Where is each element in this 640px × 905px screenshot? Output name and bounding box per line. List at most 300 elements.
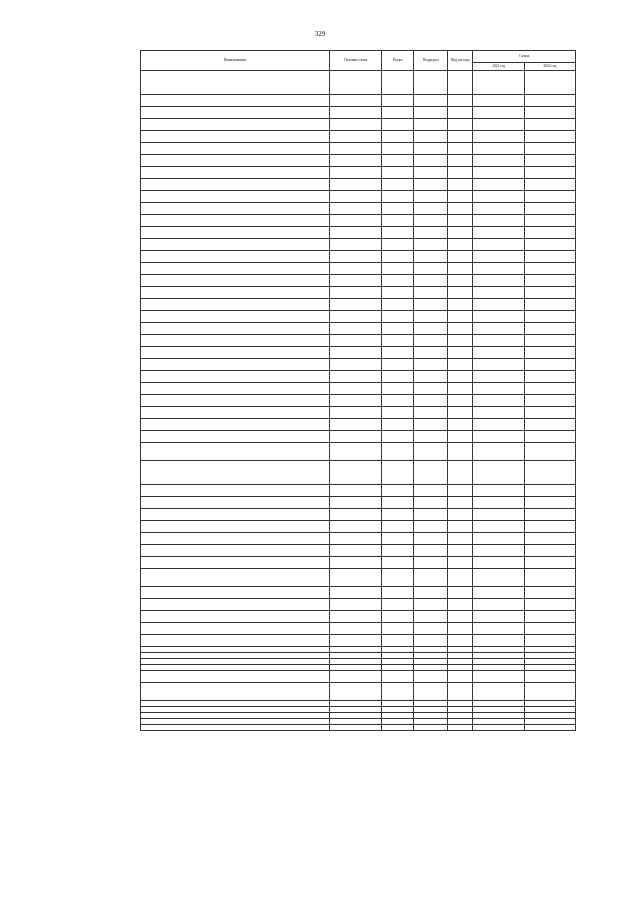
- cell-code: [330, 107, 382, 119]
- cell-type: [448, 725, 473, 731]
- cell-section: [382, 227, 414, 239]
- cell-code: [330, 383, 382, 395]
- header-year-2021: 2021 год: [473, 63, 524, 71]
- cell-sum-2021: [473, 263, 524, 275]
- table-row: [141, 275, 576, 287]
- cell-sum-2022: [524, 509, 575, 521]
- table-row: [141, 323, 576, 335]
- cell-code: [330, 239, 382, 251]
- cell-section: [382, 299, 414, 311]
- cell-code: [330, 371, 382, 383]
- cell-type: [448, 215, 473, 227]
- cell-subsection: [414, 299, 448, 311]
- cell-section: [382, 323, 414, 335]
- cell-sum-2021: [473, 143, 524, 155]
- cell-name: [141, 179, 330, 191]
- cell-type: [448, 119, 473, 131]
- table-row: [141, 497, 576, 509]
- table-row: [141, 107, 576, 119]
- cell-name: [141, 143, 330, 155]
- cell-name: [141, 461, 330, 485]
- table-row: [141, 635, 576, 647]
- cell-section: [382, 143, 414, 155]
- cell-code: [330, 497, 382, 509]
- cell-type: [448, 323, 473, 335]
- cell-subsection: [414, 203, 448, 215]
- table-row: [141, 335, 576, 347]
- cell-sum-2022: [524, 215, 575, 227]
- cell-sum-2021: [473, 215, 524, 227]
- cell-sum-2021: [473, 251, 524, 263]
- cell-sum-2021: [473, 119, 524, 131]
- cell-sum-2022: [524, 419, 575, 431]
- cell-type: [448, 251, 473, 263]
- table-row: [141, 71, 576, 95]
- table-row: [141, 725, 576, 731]
- cell-section: [382, 725, 414, 731]
- cell-sum-2021: [473, 239, 524, 251]
- cell-sum-2021: [473, 95, 524, 107]
- table-row: [141, 179, 576, 191]
- cell-sum-2021: [473, 635, 524, 647]
- cell-subsection: [414, 611, 448, 623]
- cell-subsection: [414, 251, 448, 263]
- cell-subsection: [414, 623, 448, 635]
- cell-name: [141, 287, 330, 299]
- cell-sum-2022: [524, 299, 575, 311]
- cell-sum-2021: [473, 323, 524, 335]
- cell-sum-2022: [524, 383, 575, 395]
- cell-type: [448, 635, 473, 647]
- cell-subsection: [414, 587, 448, 599]
- cell-type: [448, 611, 473, 623]
- cell-code: [330, 299, 382, 311]
- cell-name: [141, 569, 330, 587]
- cell-name: [141, 611, 330, 623]
- cell-subsection: [414, 395, 448, 407]
- cell-type: [448, 371, 473, 383]
- table-row: [141, 587, 576, 599]
- cell-subsection: [414, 521, 448, 533]
- cell-code: [330, 611, 382, 623]
- table-row: [141, 347, 576, 359]
- cell-subsection: [414, 119, 448, 131]
- cell-sum-2021: [473, 725, 524, 731]
- cell-section: [382, 383, 414, 395]
- cell-sum-2022: [524, 359, 575, 371]
- cell-name: [141, 71, 330, 95]
- cell-sum-2021: [473, 107, 524, 119]
- cell-code: [330, 203, 382, 215]
- table-row: [141, 287, 576, 299]
- cell-name: [141, 725, 330, 731]
- table-row: [141, 611, 576, 623]
- cell-sum-2022: [524, 611, 575, 623]
- cell-sum-2021: [473, 533, 524, 545]
- cell-code: [330, 311, 382, 323]
- cell-sum-2022: [524, 335, 575, 347]
- cell-sum-2022: [524, 623, 575, 635]
- table-body: [141, 71, 576, 731]
- cell-section: [382, 311, 414, 323]
- cell-sum-2021: [473, 131, 524, 143]
- cell-subsection: [414, 443, 448, 461]
- cell-name: [141, 419, 330, 431]
- cell-code: [330, 167, 382, 179]
- cell-section: [382, 191, 414, 203]
- cell-subsection: [414, 431, 448, 443]
- table-row: [141, 131, 576, 143]
- cell-type: [448, 587, 473, 599]
- cell-subsection: [414, 359, 448, 371]
- cell-name: [141, 215, 330, 227]
- cell-code: [330, 419, 382, 431]
- cell-type: [448, 485, 473, 497]
- table-row: [141, 203, 576, 215]
- cell-section: [382, 95, 414, 107]
- cell-name: [141, 167, 330, 179]
- cell-sum-2022: [524, 443, 575, 461]
- cell-sum-2022: [524, 683, 575, 701]
- cell-code: [330, 509, 382, 521]
- cell-subsection: [414, 383, 448, 395]
- cell-section: [382, 431, 414, 443]
- table-row: [141, 371, 576, 383]
- cell-subsection: [414, 131, 448, 143]
- cell-sum-2022: [524, 143, 575, 155]
- budget-table: [140, 50, 576, 731]
- cell-code: [330, 119, 382, 131]
- cell-sum-2021: [473, 611, 524, 623]
- cell-section: [382, 251, 414, 263]
- table-row: [141, 569, 576, 587]
- cell-code: [330, 545, 382, 557]
- table-row: [141, 191, 576, 203]
- cell-code: [330, 143, 382, 155]
- table-row: [141, 461, 576, 485]
- cell-sum-2021: [473, 443, 524, 461]
- cell-name: [141, 155, 330, 167]
- cell-code: [330, 725, 382, 731]
- cell-sum-2022: [524, 635, 575, 647]
- cell-sum-2021: [473, 191, 524, 203]
- cell-sum-2022: [524, 545, 575, 557]
- cell-name: [141, 509, 330, 521]
- cell-name: [141, 335, 330, 347]
- cell-name: [141, 599, 330, 611]
- cell-sum-2021: [473, 347, 524, 359]
- cell-type: [448, 167, 473, 179]
- cell-code: [330, 671, 382, 683]
- table-row: [141, 671, 576, 683]
- cell-type: [448, 599, 473, 611]
- cell-subsection: [414, 347, 448, 359]
- cell-code: [330, 179, 382, 191]
- table-row: [141, 557, 576, 569]
- cell-subsection: [414, 569, 448, 587]
- cell-sum-2022: [524, 251, 575, 263]
- cell-type: [448, 533, 473, 545]
- cell-sum-2022: [524, 371, 575, 383]
- cell-type: [448, 461, 473, 485]
- cell-subsection: [414, 179, 448, 191]
- table-row: [141, 443, 576, 461]
- cell-type: [448, 203, 473, 215]
- cell-section: [382, 203, 414, 215]
- header-year-2022: 2022 год: [524, 63, 575, 71]
- cell-type: [448, 179, 473, 191]
- table-row: [141, 155, 576, 167]
- cell-subsection: [414, 557, 448, 569]
- cell-section: [382, 419, 414, 431]
- cell-sum-2022: [524, 107, 575, 119]
- cell-name: [141, 359, 330, 371]
- cell-section: [382, 623, 414, 635]
- cell-sum-2021: [473, 671, 524, 683]
- cell-type: [448, 239, 473, 251]
- cell-code: [330, 323, 382, 335]
- cell-subsection: [414, 263, 448, 275]
- cell-sum-2021: [473, 71, 524, 95]
- cell-sum-2021: [473, 299, 524, 311]
- cell-section: [382, 119, 414, 131]
- cell-sum-2022: [524, 263, 575, 275]
- cell-subsection: [414, 533, 448, 545]
- cell-type: [448, 191, 473, 203]
- cell-type: [448, 131, 473, 143]
- cell-type: [448, 311, 473, 323]
- header-name: Наименование: [141, 51, 330, 71]
- cell-code: [330, 395, 382, 407]
- cell-sum-2022: [524, 275, 575, 287]
- cell-code: [330, 287, 382, 299]
- cell-section: [382, 335, 414, 347]
- cell-section: [382, 275, 414, 287]
- cell-sum-2021: [473, 521, 524, 533]
- cell-code: [330, 347, 382, 359]
- cell-name: [141, 407, 330, 419]
- cell-type: [448, 407, 473, 419]
- cell-name: [141, 203, 330, 215]
- cell-subsection: [414, 419, 448, 431]
- table-row: [141, 599, 576, 611]
- cell-name: [141, 587, 330, 599]
- cell-name: [141, 263, 330, 275]
- cell-name: [141, 485, 330, 497]
- cell-subsection: [414, 155, 448, 167]
- cell-name: [141, 683, 330, 701]
- cell-subsection: [414, 275, 448, 287]
- cell-name: [141, 131, 330, 143]
- table-row: [141, 215, 576, 227]
- cell-type: [448, 71, 473, 95]
- cell-sum-2021: [473, 407, 524, 419]
- cell-type: [448, 569, 473, 587]
- cell-sum-2021: [473, 167, 524, 179]
- cell-sum-2021: [473, 431, 524, 443]
- cell-type: [448, 671, 473, 683]
- cell-subsection: [414, 671, 448, 683]
- cell-code: [330, 485, 382, 497]
- cell-sum-2021: [473, 569, 524, 587]
- cell-subsection: [414, 407, 448, 419]
- cell-section: [382, 371, 414, 383]
- table-row: [141, 383, 576, 395]
- cell-section: [382, 497, 414, 509]
- cell-name: [141, 371, 330, 383]
- cell-section: [382, 107, 414, 119]
- cell-code: [330, 461, 382, 485]
- table-row: [141, 509, 576, 521]
- cell-type: [448, 299, 473, 311]
- cell-section: [382, 635, 414, 647]
- cell-subsection: [414, 71, 448, 95]
- cell-subsection: [414, 635, 448, 647]
- cell-name: [141, 107, 330, 119]
- cell-code: [330, 569, 382, 587]
- cell-sum-2021: [473, 395, 524, 407]
- cell-sum-2022: [524, 191, 575, 203]
- table-row: [141, 239, 576, 251]
- cell-name: [141, 671, 330, 683]
- cell-code: [330, 635, 382, 647]
- cell-subsection: [414, 311, 448, 323]
- cell-code: [330, 95, 382, 107]
- table-row: [141, 143, 576, 155]
- cell-sum-2021: [473, 383, 524, 395]
- cell-name: [141, 431, 330, 443]
- cell-sum-2021: [473, 557, 524, 569]
- cell-name: [141, 383, 330, 395]
- cell-type: [448, 275, 473, 287]
- cell-section: [382, 347, 414, 359]
- cell-subsection: [414, 215, 448, 227]
- table-row: [141, 263, 576, 275]
- cell-code: [330, 587, 382, 599]
- cell-code: [330, 263, 382, 275]
- cell-section: [382, 287, 414, 299]
- cell-sum-2022: [524, 587, 575, 599]
- cell-sum-2022: [524, 407, 575, 419]
- cell-section: [382, 167, 414, 179]
- cell-code: [330, 431, 382, 443]
- cell-sum-2022: [524, 203, 575, 215]
- cell-name: [141, 347, 330, 359]
- cell-type: [448, 335, 473, 347]
- cell-type: [448, 497, 473, 509]
- cell-section: [382, 599, 414, 611]
- cell-sum-2022: [524, 323, 575, 335]
- cell-subsection: [414, 287, 448, 299]
- cell-code: [330, 335, 382, 347]
- cell-type: [448, 263, 473, 275]
- cell-name: [141, 311, 330, 323]
- cell-type: [448, 347, 473, 359]
- cell-type: [448, 287, 473, 299]
- cell-sum-2021: [473, 461, 524, 485]
- cell-type: [448, 443, 473, 461]
- cell-subsection: [414, 497, 448, 509]
- cell-sum-2022: [524, 347, 575, 359]
- header-section: Раздел: [382, 51, 414, 71]
- table-row: [141, 623, 576, 635]
- table-row: [141, 533, 576, 545]
- cell-type: [448, 383, 473, 395]
- cell-name: [141, 545, 330, 557]
- table-row: [141, 311, 576, 323]
- table-row: [141, 251, 576, 263]
- table-row: [141, 167, 576, 179]
- cell-code: [330, 275, 382, 287]
- cell-section: [382, 683, 414, 701]
- table-row: [141, 359, 576, 371]
- cell-subsection: [414, 191, 448, 203]
- cell-section: [382, 131, 414, 143]
- cell-sum-2022: [524, 179, 575, 191]
- cell-name: [141, 635, 330, 647]
- cell-code: [330, 599, 382, 611]
- cell-name: [141, 227, 330, 239]
- table-row: [141, 419, 576, 431]
- cell-sum-2021: [473, 275, 524, 287]
- cell-sum-2021: [473, 485, 524, 497]
- cell-subsection: [414, 509, 448, 521]
- cell-sum-2021: [473, 203, 524, 215]
- header-code: Целевая статья: [330, 51, 382, 71]
- cell-sum-2021: [473, 683, 524, 701]
- cell-section: [382, 71, 414, 95]
- cell-code: [330, 191, 382, 203]
- cell-code: [330, 443, 382, 461]
- cell-sum-2021: [473, 287, 524, 299]
- cell-sum-2021: [473, 155, 524, 167]
- cell-sum-2022: [524, 497, 575, 509]
- cell-section: [382, 557, 414, 569]
- cell-section: [382, 155, 414, 167]
- cell-type: [448, 359, 473, 371]
- cell-subsection: [414, 599, 448, 611]
- cell-subsection: [414, 239, 448, 251]
- cell-sum-2021: [473, 335, 524, 347]
- cell-sum-2021: [473, 599, 524, 611]
- table-row: [141, 95, 576, 107]
- cell-section: [382, 569, 414, 587]
- cell-subsection: [414, 167, 448, 179]
- cell-sum-2021: [473, 227, 524, 239]
- cell-sum-2022: [524, 521, 575, 533]
- cell-name: [141, 443, 330, 461]
- cell-subsection: [414, 227, 448, 239]
- cell-sum-2022: [524, 239, 575, 251]
- cell-section: [382, 359, 414, 371]
- table-row: [141, 227, 576, 239]
- cell-name: [141, 623, 330, 635]
- cell-code: [330, 131, 382, 143]
- cell-section: [382, 545, 414, 557]
- cell-subsection: [414, 683, 448, 701]
- cell-name: [141, 239, 330, 251]
- cell-code: [330, 71, 382, 95]
- cell-name: [141, 521, 330, 533]
- cell-type: [448, 155, 473, 167]
- cell-type: [448, 227, 473, 239]
- cell-sum-2021: [473, 371, 524, 383]
- cell-section: [382, 671, 414, 683]
- cell-sum-2022: [524, 533, 575, 545]
- cell-type: [448, 419, 473, 431]
- cell-section: [382, 587, 414, 599]
- cell-sum-2021: [473, 419, 524, 431]
